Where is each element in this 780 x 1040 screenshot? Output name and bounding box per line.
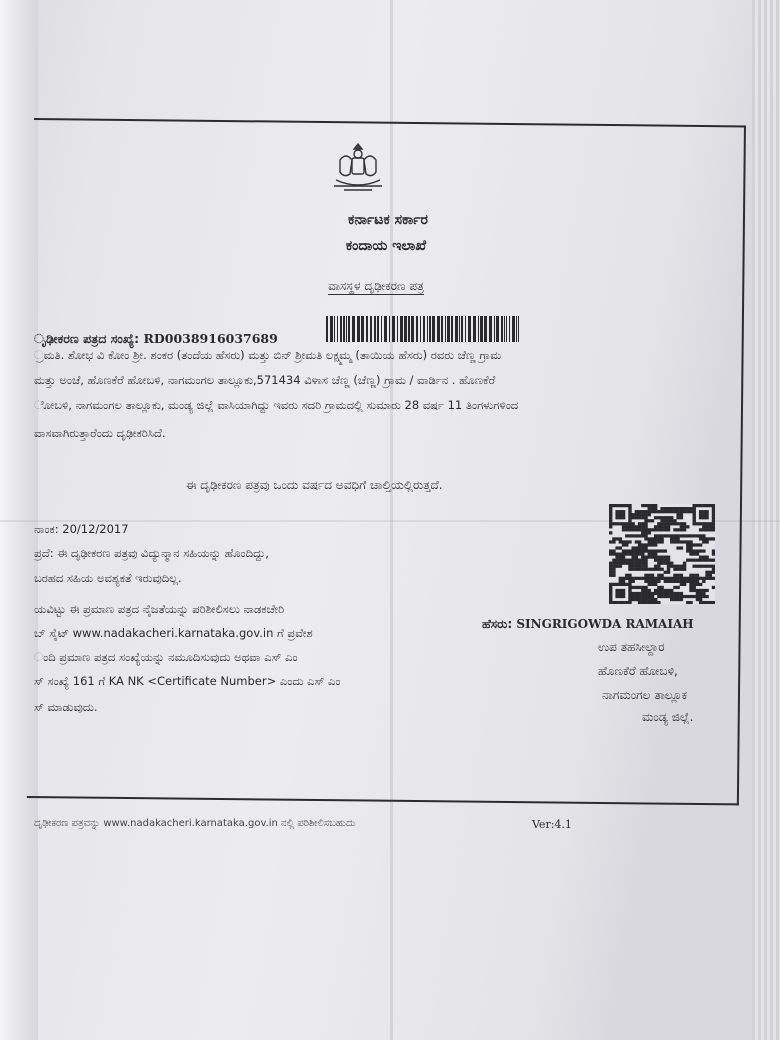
issue-date: ನಾಂಕ: 20/12/2017: [34, 522, 129, 536]
body-line-2: ಮತ್ತು ಅಂಚೆ, ಹೊಣಕೆರೆ ಹೋಬಳಿ, ನಾಗಮಂಗಲ ತಾಲ್ಲೂಕು,571434 ವಿಳಾಸ ಚೆಣ್ಣ (ಚೆಣ್ಣ) ಗ್ರಾಮ / ವಾರ್ಡಿನ . ಹೊಣಕೆರೆ: [34, 373, 496, 387]
certificate-title: ವಾಸಸ್ಥಳ ದೃಢೀಕರಣ ಪತ್ರ: [328, 279, 424, 293]
verify-line-3: ಂದಿ ಪ್ರಮಾಣ ಪತ್ರದ ಸಂಖ್ಯೆಯನ್ನು ನಮೂದಿಸುವುದು ಅಥವಾ ಎಸ್ ಎಂ: [34, 650, 298, 664]
signatory-name-label: ಹೆಸರು:: [482, 617, 513, 631]
certificate-number: RD0038916037689: [143, 331, 278, 346]
body-line-4: ವಾಸವಾಗಿರುತ್ತಾರೆಂದು ದೃಢೀಕರಿಸಿದೆ.: [34, 426, 166, 440]
certificate-number-row: [34, 331, 278, 347]
verify-line-4: ಸ್ ಸಂಖ್ಯೆ 161 ಗೆ KA NK <Certificate Number> ಎಂದು ಎಸ್ ಎಂ: [34, 674, 341, 688]
version-label: Ver:4.1: [532, 818, 572, 831]
body-line-3: ೋಬಳಿ, ನಾಗಮಂಗಲ ತಾಲ್ಲೂಕು, ಮಂಡ್ಯ ಜಿಲ್ಲೆ ವಾಸಿಯಾಗಿದ್ದು ಇವರು ಸದರಿ ಗ್ರಾಮದಲ್ಲಿ ಸುಮಾರು 28 ವರ್ಷ 11 ತಿಂಗಳುಗಳಿಂದ: [34, 398, 519, 412]
signatory-name-row: [482, 617, 694, 632]
certificate-number-label: ೃಢೀಕರಣ ಪತ್ರದ ಸಂಖ್ಯೆ:: [34, 331, 140, 346]
digital-sign-line-2: ಬರಹದ ಸಹಿಯ ಅವಶ್ಯಕತೆ ಇರುವುದಿಲ್ಲ.: [34, 571, 182, 585]
footer-note: ದೃಢೀಕರಣ ಪತ್ರವನ್ನು www.nadakacheri.karnataka.gov.in ನಲ್ಲಿ ಪರಿಶೀಲಿಸಬಹುದು: [34, 818, 356, 829]
digital-sign-line-1: ಪ್ರದೆ: ಈ ದೃಢೀಕರಣ ಪತ್ರವು ವಿದ್ಯುನ್ಮಾನ ಸಹಿಯನ್ನು ಹೊಂದಿದ್ದು,: [34, 546, 269, 560]
department-heading: ಕಂದಾಯ ಇಲಾಖೆ: [345, 238, 427, 254]
signatory-name: SINGRIGOWDA RAMAIAH: [516, 617, 694, 631]
state-emblem-icon: [326, 140, 390, 194]
qr-code-icon: [609, 504, 715, 604]
verify-line-2: ಬ್ ಸೈಟ್ www.nadakacheri.karnataka.gov.in ಗೆ ಪ್ರವೇಶ: [34, 626, 313, 640]
body-line-1: ್ರಮತಿ. ಶೋಭ ವಿ ಕೋಂ ಶ್ರೀ. ಶಂಕರ (ತಂದೆಯ ಹೆಸರು) ಮತ್ತು ಬಿನ್ ಶ್ರೀಮತಿ ಲಕ್ಷ್ಮಮ್ಮ (ತಾಯಿಯ ಹೆಸರು) ರವರು ಚೆಣ್ಣ ಗ್ರಾಮ: [34, 348, 502, 362]
barcode-icon: [326, 316, 522, 342]
verify-line-5: ಸ್ ಮಾಡುವುದು.: [34, 700, 98, 714]
signatory-designation: ಉಪ ತಹಸೀಲ್ದಾರ: [598, 640, 665, 654]
signatory-district: ಮಂಡ್ಯ ಜಿಲ್ಲೆ.: [642, 710, 694, 724]
signatory-hobli: ಹೊಣಕೆರೆ ಹೋಬಳಿ,: [598, 664, 678, 678]
verify-line-1: ಯವಿಟ್ಟು ಈ ಪ್ರಮಾಣ ಪತ್ರದ ನೈಜತೆಯನ್ನು ಪರಿಶೀಲಿಸಲು ನಾಡಕಚೇರಿ: [34, 602, 285, 616]
govt-heading: ಕರ್ನಾಟಕ ಸರ್ಕಾರ: [348, 212, 428, 228]
signatory-taluk: ನಾಗಮಂಗಲ ತಾಲ್ಲೂಕ: [602, 688, 688, 702]
validity-statement: ಈ ದೃಢೀಕರಣ ಪತ್ರವು ಒಂದು ವರ್ಷದ ಅವಧಿಗೆ ಚಾಲ್ತಿಯಲ್ಲಿರುತ್ತದೆ.: [186, 478, 443, 492]
